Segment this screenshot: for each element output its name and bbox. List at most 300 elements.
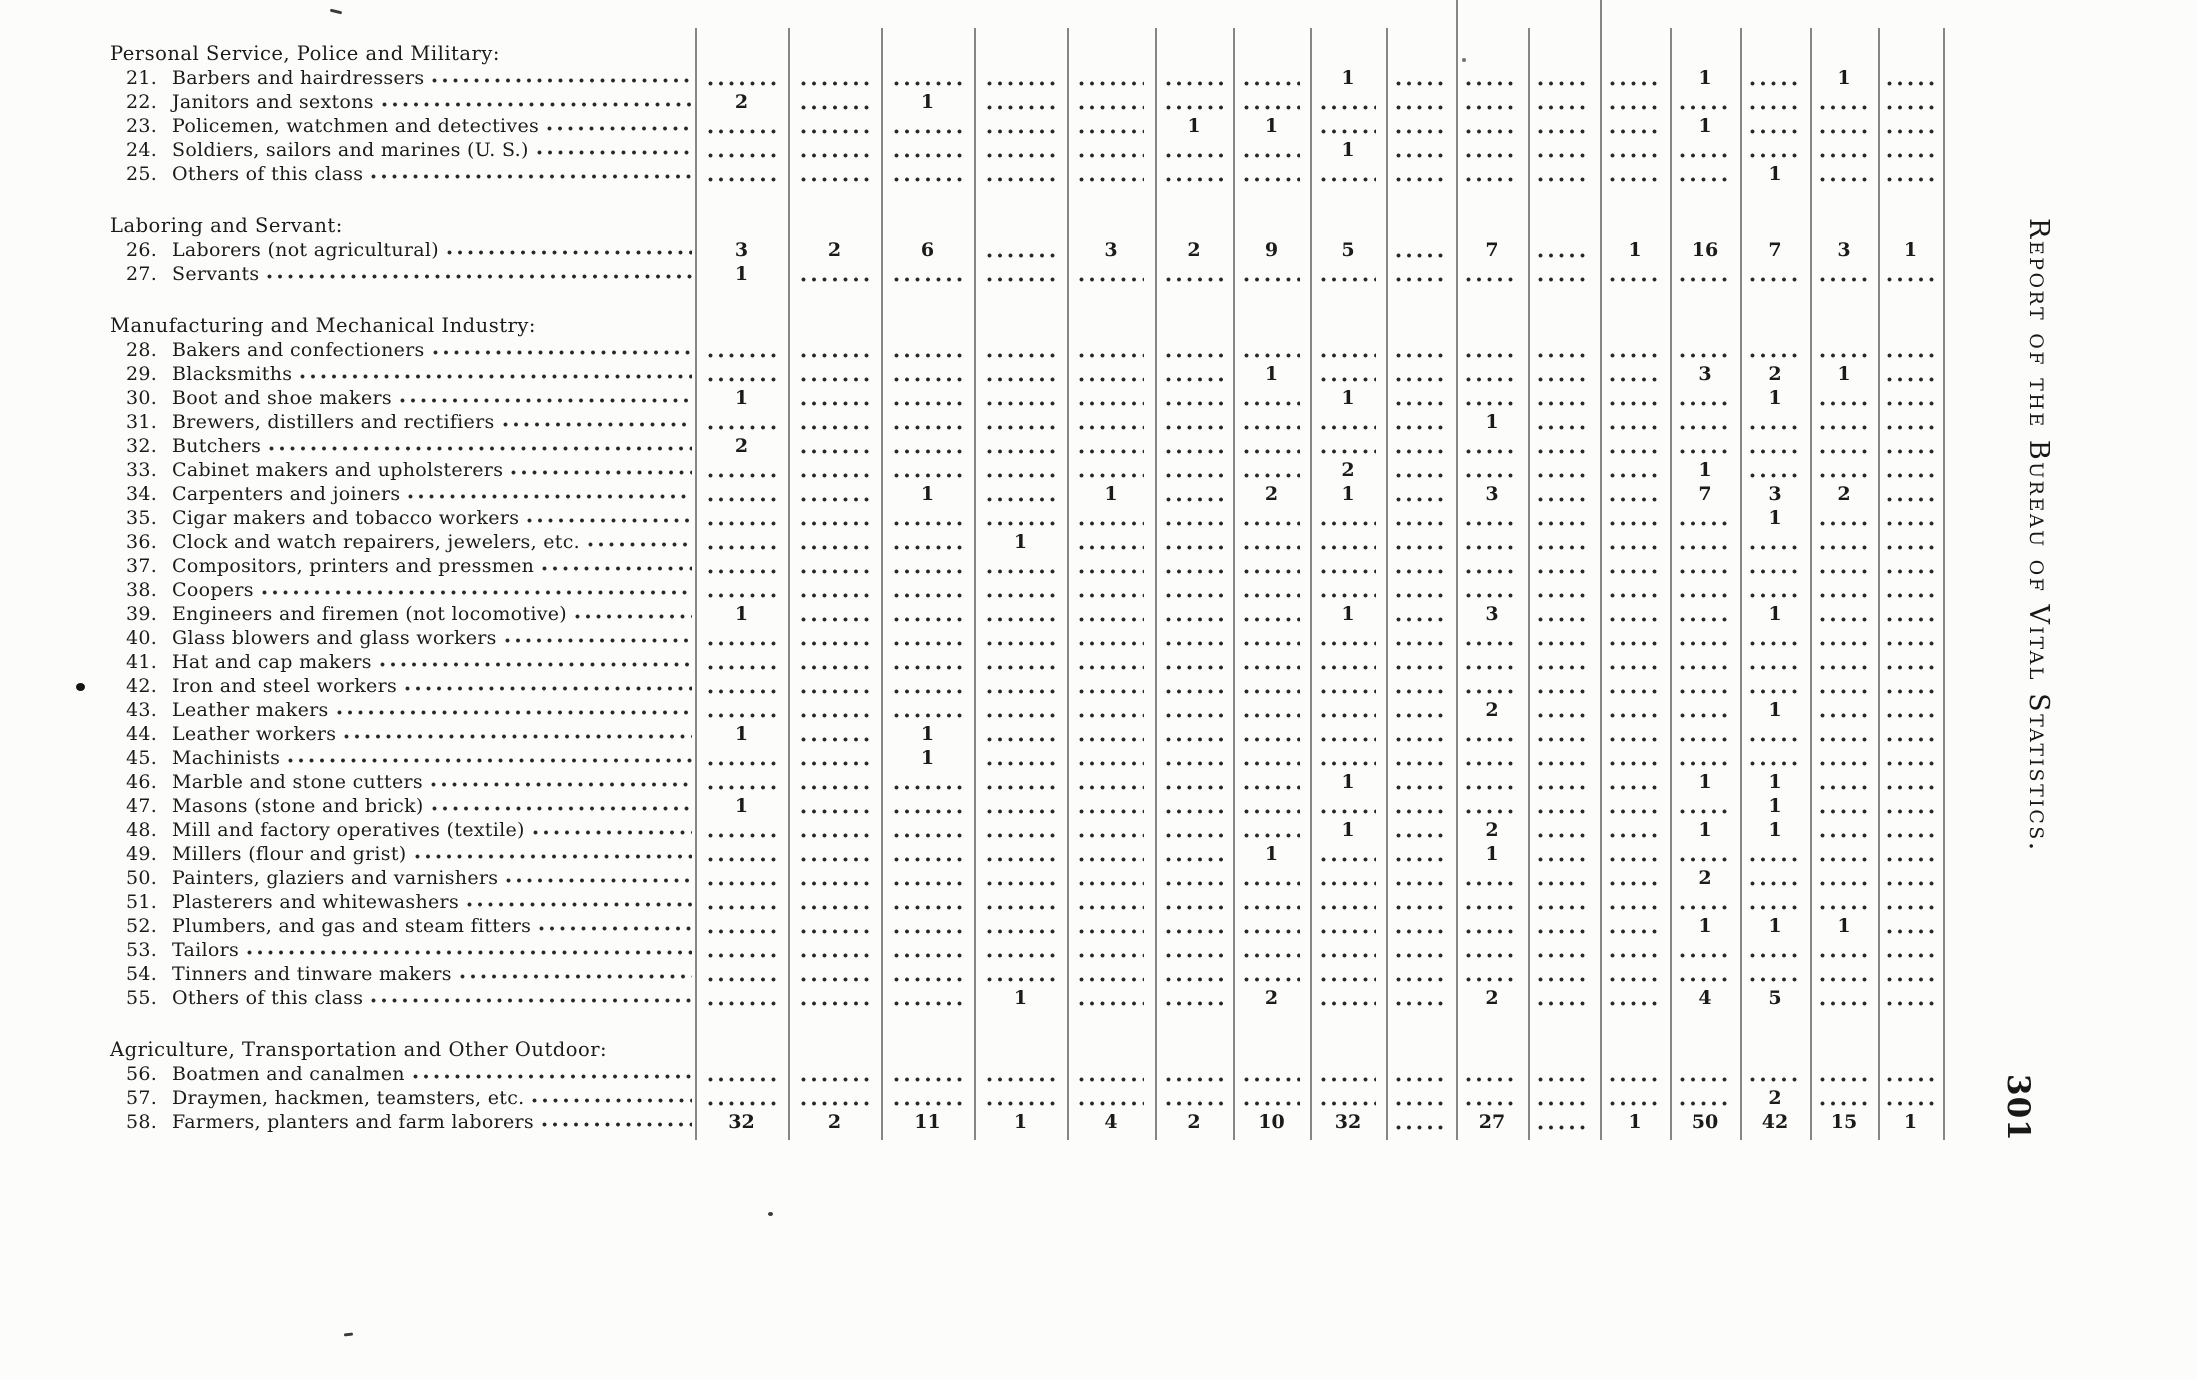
- table-cell: [1067, 866, 1155, 890]
- table-cell: [695, 938, 788, 962]
- cell-value: 1: [920, 483, 935, 505]
- table-cell: [1670, 962, 1740, 986]
- empty-cell-dots: [893, 712, 962, 719]
- table-cell: [881, 530, 974, 554]
- row-label-cell: [110, 115, 695, 138]
- row-label: Servants: [172, 263, 260, 285]
- empty-cell-dots: [707, 688, 776, 695]
- empty-cell-dots: [1819, 1076, 1869, 1083]
- empty-cell-dots: [893, 808, 962, 815]
- empty-cell-dots: [800, 928, 869, 935]
- empty-cell-dots: [1819, 1000, 1869, 1007]
- empty-cell-dots: [1886, 688, 1934, 695]
- row-label: Clock and watch repairers, jewelers, etc.: [172, 531, 581, 553]
- table-cell: [1810, 386, 1878, 410]
- table-cell: [1310, 554, 1386, 578]
- empty-cell-dots: [1749, 276, 1801, 283]
- table-cell: [1155, 530, 1233, 554]
- row-number: 45.: [126, 747, 158, 769]
- table-cell: [1067, 986, 1155, 1010]
- section-heading: Personal Service, Police and Military:: [110, 42, 500, 65]
- table-cell: [1233, 794, 1310, 818]
- table-cell: [1740, 482, 1810, 506]
- empty-cell-dots: [1465, 688, 1518, 695]
- empty-cell-dots: [1886, 856, 1934, 863]
- table-cell: [1740, 530, 1810, 554]
- table-cell: [788, 530, 881, 554]
- table-cell: [1740, 674, 1810, 698]
- cell-value: 1: [1264, 363, 1279, 385]
- table-cell: [788, 458, 881, 482]
- empty-cell-dots: [986, 276, 1055, 283]
- empty-cell-dots: [1465, 904, 1518, 911]
- table-cell: [788, 722, 881, 746]
- table-cell: [788, 818, 881, 842]
- empty-cell-dots: [1886, 832, 1934, 839]
- table-cell: [788, 262, 881, 286]
- table-cell: [1878, 578, 1943, 602]
- table-cell: [1670, 794, 1740, 818]
- table-cell: [695, 554, 788, 578]
- empty-cell-dots: [1886, 712, 1934, 719]
- empty-cell-dots: [1078, 1100, 1143, 1107]
- table-cell: [974, 890, 1067, 914]
- empty-cell-dots: [986, 664, 1055, 671]
- table-cell: [1310, 746, 1386, 770]
- table-cell: [1233, 842, 1310, 866]
- empty-cell-dots: [986, 736, 1055, 743]
- row-label-cell: [110, 1111, 695, 1134]
- row-label: Barbers and hairdressers: [172, 67, 425, 89]
- table-cell: [881, 506, 974, 530]
- table-cell: [974, 818, 1067, 842]
- row-label-cell: [110, 939, 695, 962]
- table-cell: [1670, 866, 1740, 890]
- empty-cell-dots: [1609, 80, 1661, 87]
- empty-cell-dots: [800, 424, 869, 431]
- table-cell: [1386, 794, 1456, 818]
- table-cell: [1067, 554, 1155, 578]
- empty-cell-dots: [1609, 128, 1661, 135]
- table-cell: [1528, 1062, 1600, 1086]
- empty-cell-dots: [986, 80, 1055, 87]
- cell-value: 1: [1698, 459, 1712, 481]
- table-cell: [881, 434, 974, 458]
- table-cell: [1740, 626, 1810, 650]
- table-cell: [788, 794, 881, 818]
- empty-cell-dots: [1078, 104, 1143, 111]
- empty-cell-dots: [1886, 400, 1934, 407]
- dotted-leader: [504, 637, 692, 644]
- empty-cell-dots: [1078, 592, 1143, 599]
- table-cell: [1810, 262, 1878, 286]
- empty-cell-dots: [1465, 640, 1518, 647]
- table-cell: [1670, 434, 1740, 458]
- table-cell: [1155, 890, 1233, 914]
- empty-cell-dots: [1243, 176, 1300, 183]
- empty-cell-dots: [986, 104, 1055, 111]
- cell-value: 3: [1768, 483, 1782, 505]
- table-cell: [788, 962, 881, 986]
- table-cell: [1456, 238, 1528, 262]
- cell-value: 2: [1485, 699, 1499, 721]
- table-cell: [1670, 770, 1740, 794]
- table-cell: [1600, 458, 1670, 482]
- empty-cell-dots: [1078, 808, 1143, 815]
- table-cell: [1600, 578, 1670, 602]
- table-cell: [881, 794, 974, 818]
- empty-cell-dots: [1749, 736, 1801, 743]
- empty-cell-dots: [986, 808, 1055, 815]
- dotted-leader: [399, 397, 692, 404]
- table-row: [110, 90, 1943, 114]
- empty-cell-dots: [1609, 520, 1661, 527]
- table-cell: [1528, 698, 1600, 722]
- empty-cell-dots: [1465, 472, 1518, 479]
- empty-cell-dots: [1395, 400, 1447, 407]
- table-cell: [974, 650, 1067, 674]
- table-cell: [1233, 362, 1310, 386]
- table-cell: [1310, 238, 1386, 262]
- table-cell: [1740, 410, 1810, 434]
- empty-cell-dots: [1165, 592, 1223, 599]
- table-cell: [1670, 262, 1740, 286]
- table-cell: [1310, 530, 1386, 554]
- table-cell: [1810, 114, 1878, 138]
- empty-cell-dots: [893, 520, 962, 527]
- empty-cell-dots: [1165, 1100, 1223, 1107]
- table-cell: [1810, 914, 1878, 938]
- table-cell: [1528, 262, 1600, 286]
- dotted-leader: [268, 445, 692, 452]
- table-cell: [1233, 162, 1310, 186]
- dotted-leader: [404, 685, 692, 692]
- table-cell: [1740, 90, 1810, 114]
- table-cell: [1600, 698, 1670, 722]
- cell-value: 32: [1334, 1111, 1362, 1133]
- empty-cell-dots: [800, 688, 869, 695]
- table-cell: [1528, 362, 1600, 386]
- table-cell: [1233, 986, 1310, 1010]
- empty-cell-dots: [1609, 808, 1661, 815]
- table-cell: [1456, 866, 1528, 890]
- table-cell: [1670, 1110, 1740, 1134]
- table-cell: [1740, 698, 1810, 722]
- empty-cell-dots: [1165, 376, 1223, 383]
- table-cell: [1456, 66, 1528, 90]
- table-cell: [1155, 162, 1233, 186]
- row-label-cell: [110, 483, 695, 506]
- empty-cell-dots: [1819, 152, 1869, 159]
- table-row: [110, 794, 1943, 818]
- table-cell: [1386, 602, 1456, 626]
- table-row: [110, 410, 1943, 434]
- table-cell: [1810, 842, 1878, 866]
- row-label-cell: [110, 915, 695, 938]
- table-cell: [1310, 602, 1386, 626]
- row-label: Tinners and tinware makers: [172, 963, 452, 985]
- table-cell: [1067, 698, 1155, 722]
- table-cell: [1456, 962, 1528, 986]
- empty-cell-dots: [986, 832, 1055, 839]
- table-cell: [1528, 458, 1600, 482]
- row-label: Others of this class: [172, 163, 364, 185]
- table-cell: [1155, 794, 1233, 818]
- empty-cell-dots: [1537, 1124, 1590, 1131]
- empty-cell-dots: [800, 1076, 869, 1083]
- empty-cell-dots: [893, 568, 962, 575]
- empty-cell-dots: [1078, 424, 1143, 431]
- dotted-leader: [526, 517, 692, 524]
- table-cell: [1878, 746, 1943, 770]
- row-number: 34.: [126, 483, 158, 505]
- table-cell: [1810, 698, 1878, 722]
- empty-cell-dots: [1395, 736, 1447, 743]
- table-cell: [1310, 1110, 1386, 1134]
- table-cell: [788, 770, 881, 794]
- empty-cell-dots: [1609, 276, 1661, 283]
- table-cell: [1810, 138, 1878, 162]
- table-cell: [1600, 650, 1670, 674]
- table-cell: [1233, 506, 1310, 530]
- table-cell: [1456, 842, 1528, 866]
- empty-cell-dots: [1609, 376, 1661, 383]
- table-cell: [1155, 962, 1233, 986]
- table-cell: [1067, 238, 1155, 262]
- table-cell: [1878, 722, 1943, 746]
- table-row: [110, 434, 1943, 458]
- table-cell: [974, 90, 1067, 114]
- dotted-leader: [407, 493, 692, 500]
- table-cell: [1233, 746, 1310, 770]
- table-cell: [788, 890, 881, 914]
- table-cell: [1233, 138, 1310, 162]
- empty-cell-dots: [986, 376, 1055, 383]
- empty-cell-dots: [1537, 592, 1590, 599]
- table-row: [110, 746, 1943, 770]
- table-cell: [881, 362, 974, 386]
- table-cell: [1310, 1062, 1386, 1086]
- empty-cell-dots: [1537, 424, 1590, 431]
- empty-cell-dots: [1609, 152, 1661, 159]
- table-cell: [1878, 458, 1943, 482]
- table-cell: [1528, 794, 1600, 818]
- cell-value: 3: [1485, 603, 1499, 625]
- table-cell: [1456, 138, 1528, 162]
- empty-cell-dots: [1243, 424, 1300, 431]
- table-cell: [1878, 114, 1943, 138]
- empty-cell-dots: [1886, 1100, 1934, 1107]
- empty-cell-dots: [1078, 928, 1143, 935]
- empty-cell-dots: [1465, 664, 1518, 671]
- table-cell: [1810, 362, 1878, 386]
- empty-cell-dots: [1395, 1000, 1447, 1007]
- empty-cell-dots: [1395, 688, 1447, 695]
- table-cell: [1386, 338, 1456, 362]
- table-cell: [1670, 530, 1740, 554]
- column-rule: [1067, 28, 1069, 1140]
- empty-cell-dots: [1537, 976, 1590, 983]
- table-cell: [1810, 530, 1878, 554]
- empty-cell-dots: [1819, 688, 1869, 695]
- empty-cell-dots: [1243, 976, 1300, 983]
- table-cell: [1740, 818, 1810, 842]
- empty-cell-dots: [800, 976, 869, 983]
- empty-cell-dots: [1165, 952, 1223, 959]
- row-number: 24.: [126, 139, 158, 161]
- table-cell: [695, 578, 788, 602]
- empty-cell-dots: [1320, 520, 1376, 527]
- table-cell: [1878, 554, 1943, 578]
- table-cell: [1528, 578, 1600, 602]
- empty-cell-dots: [707, 152, 776, 159]
- table-cell: [1386, 770, 1456, 794]
- row-label-cell: [110, 819, 695, 842]
- empty-cell-dots: [1165, 544, 1223, 551]
- empty-cell-dots: [986, 616, 1055, 623]
- column-rule: [1528, 28, 1530, 1140]
- table-cell: [1600, 890, 1670, 914]
- table-cell: [881, 722, 974, 746]
- empty-cell-dots: [1243, 400, 1300, 407]
- table-cell: [788, 746, 881, 770]
- empty-cell-dots: [893, 1100, 962, 1107]
- table-cell: [974, 962, 1067, 986]
- table-cell: [1310, 698, 1386, 722]
- empty-cell-dots: [707, 424, 776, 431]
- table-cell: [974, 674, 1067, 698]
- empty-cell-dots: [800, 568, 869, 575]
- table-cell: [1386, 1062, 1456, 1086]
- table-cell: [1878, 842, 1943, 866]
- empty-cell-dots: [1243, 568, 1300, 575]
- table-cell: [1810, 626, 1878, 650]
- empty-cell-dots: [1395, 448, 1447, 455]
- table-cell: [1310, 162, 1386, 186]
- empty-cell-dots: [1395, 276, 1447, 283]
- row-number: 57.: [126, 1087, 158, 1109]
- table-cell: [881, 914, 974, 938]
- empty-cell-dots: [1609, 952, 1661, 959]
- empty-cell-dots: [1537, 520, 1590, 527]
- table-cell: [1310, 938, 1386, 962]
- table-cell: [881, 554, 974, 578]
- table-cell: [695, 434, 788, 458]
- empty-cell-dots: [1819, 352, 1869, 359]
- table-cell: [1456, 554, 1528, 578]
- empty-cell-dots: [1078, 80, 1143, 87]
- cell-value: 2: [827, 239, 842, 261]
- table-cell: [974, 530, 1067, 554]
- row-label: Cabinet makers and upholsterers: [172, 459, 504, 481]
- cell-value: 1: [1837, 363, 1851, 385]
- table-cell: [1528, 1086, 1600, 1110]
- empty-cell-dots: [800, 376, 869, 383]
- empty-cell-dots: [1243, 640, 1300, 647]
- table-cell: [1670, 162, 1740, 186]
- empty-cell-dots: [800, 176, 869, 183]
- table-cell: [788, 578, 881, 602]
- row-label-cell: [110, 1063, 695, 1086]
- table-cell: [1155, 482, 1233, 506]
- empty-cell-dots: [1320, 664, 1376, 671]
- empty-cell-dots: [1395, 472, 1447, 479]
- empty-cell-dots: [1679, 448, 1731, 455]
- row-label-cell: [110, 387, 695, 410]
- empty-cell-dots: [1679, 520, 1731, 527]
- empty-cell-dots: [1395, 1124, 1447, 1131]
- row-label: Blacksmiths: [172, 363, 293, 385]
- empty-cell-dots: [1749, 688, 1801, 695]
- table-cell: [1878, 262, 1943, 286]
- empty-cell-dots: [893, 856, 962, 863]
- empty-cell-dots: [707, 904, 776, 911]
- row-number: 26.: [126, 239, 158, 261]
- table-cell: [695, 650, 788, 674]
- table-cell: [1528, 90, 1600, 114]
- empty-cell-dots: [1819, 568, 1869, 575]
- table-cell: [881, 938, 974, 962]
- empty-cell-dots: [1465, 1100, 1518, 1107]
- table-cell: [695, 90, 788, 114]
- empty-cell-dots: [1749, 952, 1801, 959]
- empty-cell-dots: [1679, 616, 1731, 623]
- table-cell: [1067, 794, 1155, 818]
- cell-value: 2: [1837, 483, 1851, 505]
- empty-cell-dots: [1749, 664, 1801, 671]
- empty-cell-dots: [1749, 128, 1801, 135]
- table-cell: [1456, 722, 1528, 746]
- empty-cell-dots: [893, 664, 962, 671]
- table-cell: [788, 410, 881, 434]
- table-cell: [1155, 1110, 1233, 1134]
- table-cell: [974, 262, 1067, 286]
- table-cell: [1310, 410, 1386, 434]
- table-cell: [1810, 1086, 1878, 1110]
- empty-cell-dots: [893, 176, 962, 183]
- empty-cell-dots: [1537, 496, 1590, 503]
- table-cell: [974, 938, 1067, 962]
- table-cell: [788, 650, 881, 674]
- table-cell: [1310, 962, 1386, 986]
- row-number: 52.: [126, 915, 158, 937]
- empty-cell-dots: [1679, 1100, 1731, 1107]
- empty-cell-dots: [1609, 928, 1661, 935]
- table-cell: [1233, 114, 1310, 138]
- table-row: [110, 66, 1943, 90]
- table-cell: [1528, 626, 1600, 650]
- table-cell: [1740, 1110, 1810, 1134]
- row-number: 48.: [126, 819, 158, 841]
- row-number: 31.: [126, 411, 158, 433]
- empty-cell-dots: [1465, 544, 1518, 551]
- empty-cell-dots: [1537, 784, 1590, 791]
- table-cell: [695, 482, 788, 506]
- empty-cell-dots: [1886, 104, 1934, 111]
- empty-cell-dots: [1395, 832, 1447, 839]
- empty-cell-dots: [1465, 952, 1518, 959]
- table-cell: [788, 986, 881, 1010]
- table-cell: [1067, 338, 1155, 362]
- table-cell: [1740, 162, 1810, 186]
- empty-cell-dots: [1819, 1100, 1869, 1107]
- table-cell: [1310, 434, 1386, 458]
- empty-cell-dots: [1886, 592, 1934, 599]
- table-cell: [1600, 338, 1670, 362]
- table-cell: [1740, 938, 1810, 962]
- empty-cell-dots: [1537, 760, 1590, 767]
- table-cell: [881, 1110, 974, 1134]
